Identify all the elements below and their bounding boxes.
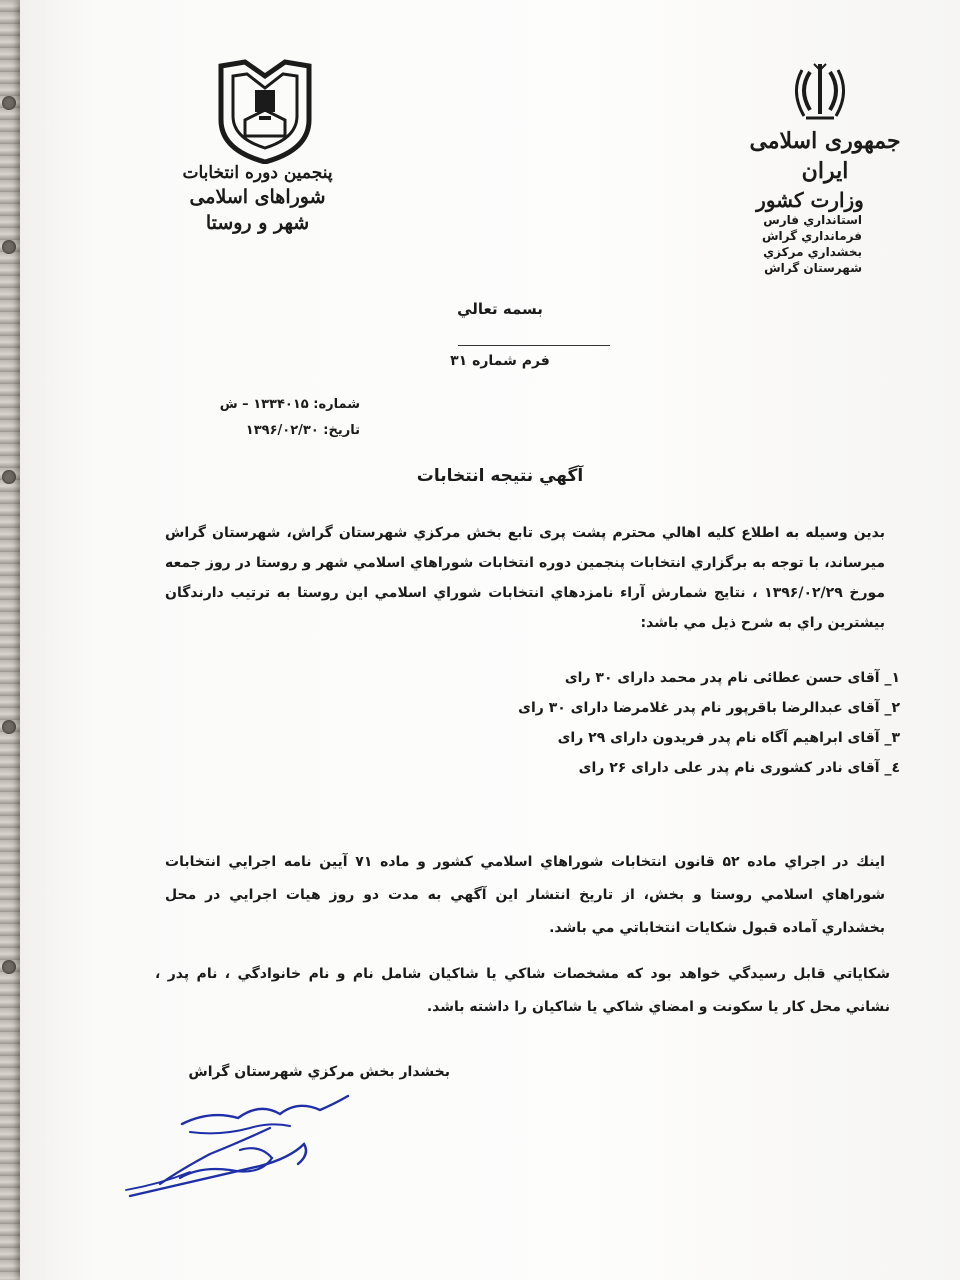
binder-edge xyxy=(0,0,20,1280)
binder-hole xyxy=(2,470,16,484)
document-number: شماره: ۱۳۳۴۰۱۵ – ش xyxy=(219,397,360,412)
list-item: ۱_ آقای حسن عطائی نام پدر محمد دارای ۳۰ رای xyxy=(564,670,900,686)
letter-page xyxy=(20,0,960,1280)
signatory-title: بخشدار بخش مركزي شهرستان گراش xyxy=(188,1064,450,1080)
election-logo-icon xyxy=(215,58,315,164)
document-meta xyxy=(200,392,360,444)
binder-hole xyxy=(2,240,16,254)
handwritten-signature xyxy=(120,1092,370,1212)
office-line: استانداري فارس xyxy=(763,213,862,227)
document-date: تاريخ: ۱۳۹۶/۰۲/۳۰ xyxy=(245,423,360,438)
binder-hole xyxy=(2,96,16,110)
republic-line1: جمهوری اسلامی ایران xyxy=(749,128,901,184)
binder-hole xyxy=(2,720,16,734)
office-line: شهرستان گراش xyxy=(764,261,862,275)
basmala: بسمه تعالي xyxy=(457,300,543,318)
election-caption xyxy=(170,162,345,236)
election-caption-line2: شوراهای اسلامی شهر و روستا xyxy=(189,186,326,234)
page-title: آگهي نتيجه انتخابات xyxy=(416,466,584,486)
intro-paragraph: بدين وسيله به اطلاع كليه اهالي محترم پشت پری تابع بخش مركزي شهرستان گراش، شهرستان گراش ميرساند، با توجه به برگزاري انتخابات پنجمين دوره انتخابات شوراهاي اسلامي شهر و روستا در روز جمعه مورخ ۱۳۹۶/۰۲/۲۹ ، نتايج شمارش آراء نامزدهاي انتخابات شوراي اسلامي اين روستا به ترتيب دارندگان بيشترين راي به شرح ذيل مي باشد: xyxy=(165,525,885,631)
office-line: بخشداري مركزي xyxy=(763,245,862,259)
complaint-paragraph: اينك در اجراي ماده ۵۲ قانون انتخابات شوراهاي اسلامي كشور و ماده ۷۱ آيين نامه اجرايي انتخابات شوراهاي اسلامي روستا و بخش، از تاريخ انتشار اين آگهي به مدت دو روز هيات اجرايي در محل بخشداري آماده قبول شكايات انتخاباتي مي باشد. xyxy=(165,854,885,936)
binder-hole xyxy=(2,960,16,974)
list-item: ٤_ آقای نادر کشوری نام پدر علی دارای ۲۶ رای xyxy=(578,760,900,776)
republic-title xyxy=(740,126,910,214)
complaint-requirements-paragraph: شكاياتي قابل رسيدگي خواهد بود كه مشخصات شاكي يا شاكيان شامل نام و نام خانوادگي ، نام پدر ، نشاني محل كار يا سكونت و امضاي شاكي يا شاكيان را داشته باشد. xyxy=(155,966,890,1015)
divider xyxy=(458,345,610,346)
list-item: ۳_ آقای ابراهیم آگاه نام پدر فریدون دارای ۲۹ رای xyxy=(557,730,900,746)
office-line: فرمانداري گراش xyxy=(761,229,862,243)
form-number: فرم شماره ۳۱ xyxy=(450,353,550,369)
iran-emblem-icon xyxy=(792,62,848,122)
list-item: ۲_ آقای عبدالرضا باقرپور نام پدر غلامرضا دارای ۳۰ رای xyxy=(518,700,900,716)
republic-line2: وزارت کشور xyxy=(756,188,864,212)
office-hierarchy xyxy=(720,212,862,276)
candidate-list xyxy=(380,663,900,783)
election-caption-line1: پنجمین دوره انتخابات xyxy=(182,163,333,183)
